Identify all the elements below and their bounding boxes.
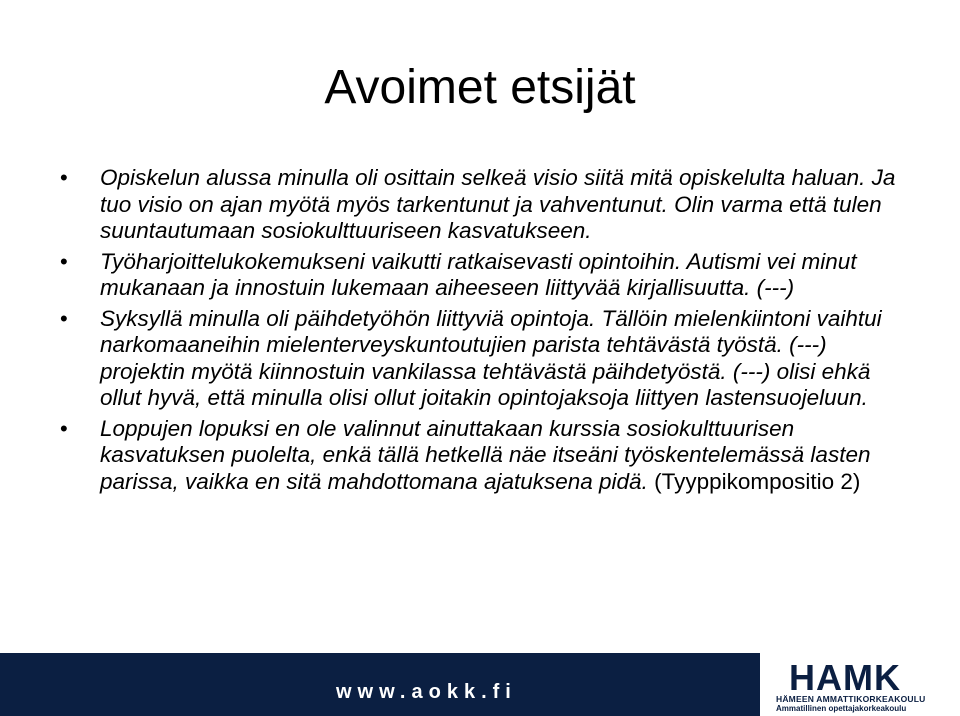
footer-url-link[interactable]: www.aokk.fi xyxy=(336,681,517,703)
bullet-text: Syksyllä minulla oli päihdetyöhön liittyviä opintoja. Tällöin mielenkiintoni vaihtui narkomaaneihin mielenterveyskuntoutujien parista tehtävästä työstä. (---) projektin myötä kiinnostuin vankilassa tehtävästä päihdetyöstä. (---) olisi ehkä ollut hyvä, että minulla olisi ollut joitakin opintojaksoja liittyen lastensuojeluun. xyxy=(100,305,882,410)
bullet-dot-icon: • xyxy=(60,305,68,331)
bullet-item xyxy=(60,249,910,302)
logo-text: HAMK xyxy=(789,659,901,695)
bullet-item xyxy=(60,306,910,412)
hamk-logo-icon xyxy=(778,659,913,695)
bullet-dot-icon: • xyxy=(60,248,68,274)
bullet-list xyxy=(60,165,910,499)
slide-title: Avoimet etsijät xyxy=(324,61,636,114)
bullet-text: Opiskelun alussa minulla oli osittain selkeä visio siitä mitä opiskelulta haluan. Ja tuo visio on ajan myötä myös tarkentunut ja vahventunut. Olin varma että tulen suuntautumaan sosiokulttuuriseen kasvatukseen. xyxy=(100,165,896,243)
bullet-text-normal: (Tyyppikompositio 2) xyxy=(647,468,861,494)
bullet-dot-icon: • xyxy=(60,165,68,190)
logo-subtitle-secondary: Ammatillinen opettajakorkeakoulu xyxy=(776,704,907,713)
bullet-item xyxy=(60,416,910,496)
bullet-item xyxy=(60,165,910,245)
bullet-text: Loppujen lopuksi en ole valinnut ainuttakaan kurssia sosiokulttuurisen kasvatuksen puolelta, enkä tällä hetkellä näe itseäni työskentelemässä lasten parissa, vaikka en sitä mahdottomana ajatuksena pidä. xyxy=(100,415,871,494)
bullet-text: Työharjoittelukokemukseni vaikutti ratkaisevasti opintoihin. Autismi vei minut mukanaan ja innostuin lukemaan aiheeseen liittyvää kirjallisuutta. (---) xyxy=(100,248,857,300)
bullet-dot-icon: • xyxy=(60,415,68,441)
logo-subtitle: HÄMEEN AMMATTIKORKEAKOULU xyxy=(776,694,926,704)
